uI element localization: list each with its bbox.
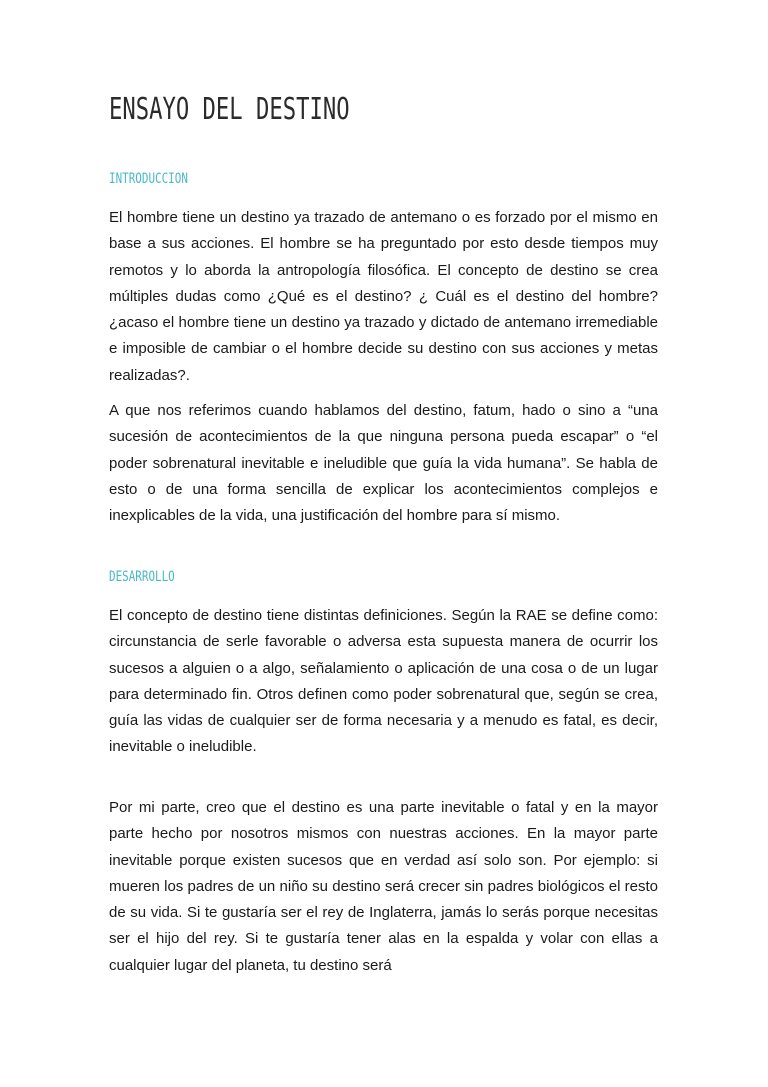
paragraph-desarrollo-2: Por mi parte, creo que el destino es una parte inevitable o fatal y en la mayor parte hecho por nosotros mismos con nuestras acciones. En la mayor parte inevitable porque existen sucesos que en verdad así solo son. Por ejemplo: si mueren los padres de un niño su destino será crecer sin padres biológicos el resto de su vida. Si te gustaría ser el rey de Inglaterra, jamás lo serás porque necesitas ser el hijo del rey. Si te gustaría tener alas en la espalda y volar con ellas a cualquier lugar del planeta, tu destino será bbox=[109, 799, 658, 974]
paragraph-desarrollo-1: El concepto de destino tiene distintas definiciones. Según la RAE se define como: circunstancia de serle favorable o adversa esta supuesta manera de ocurrir los sucesos a alguien o a algo, señalamiento o aplicación de una cosa o de un lugar para determinado fin. Otros definen como poder sobrenatural que, según se crea, guía las vidas de cualquier ser de forma necesaria y a menudo es fatal, es decir, inevitable o ineludible. bbox=[109, 607, 658, 756]
section-heading-desarrollo: DESARROLLO bbox=[109, 569, 175, 585]
document-title: ENSAYO DEL DESTINO bbox=[109, 92, 350, 127]
paragraph-intro-2: A que nos referimos cuando hablamos del destino, fatum, hado o sino a “una sucesión de acontecimientos de la que ninguna persona pueda escapar” o “el poder sobrenatural inevitable e ineludible que guía la vida humana”. Se habla de esto o de una forma sencilla de explicar los acontecimientos complejos e inexplicables de la vida, una justificación del hombre para sí mismo. bbox=[109, 402, 658, 525]
section-heading-introduccion: INTRODUCCION bbox=[109, 171, 188, 187]
paragraph-intro-1: El hombre tiene un destino ya trazado de antemano o es forzado por el mismo en base a sus acciones. El hombre se ha preguntado por esto desde tiempos muy remotos y lo aborda la antropología filosófica. El concepto de destino se crea múltiples dudas como ¿Qué es el destino? ¿ Cuál es el destino del hombre?¿acaso el hombre tiene un destino ya trazado y dictado de antemano irremediable e imposible de cambiar o el hombre decide su destino con sus acciones y metas realizadas?. bbox=[109, 209, 658, 384]
